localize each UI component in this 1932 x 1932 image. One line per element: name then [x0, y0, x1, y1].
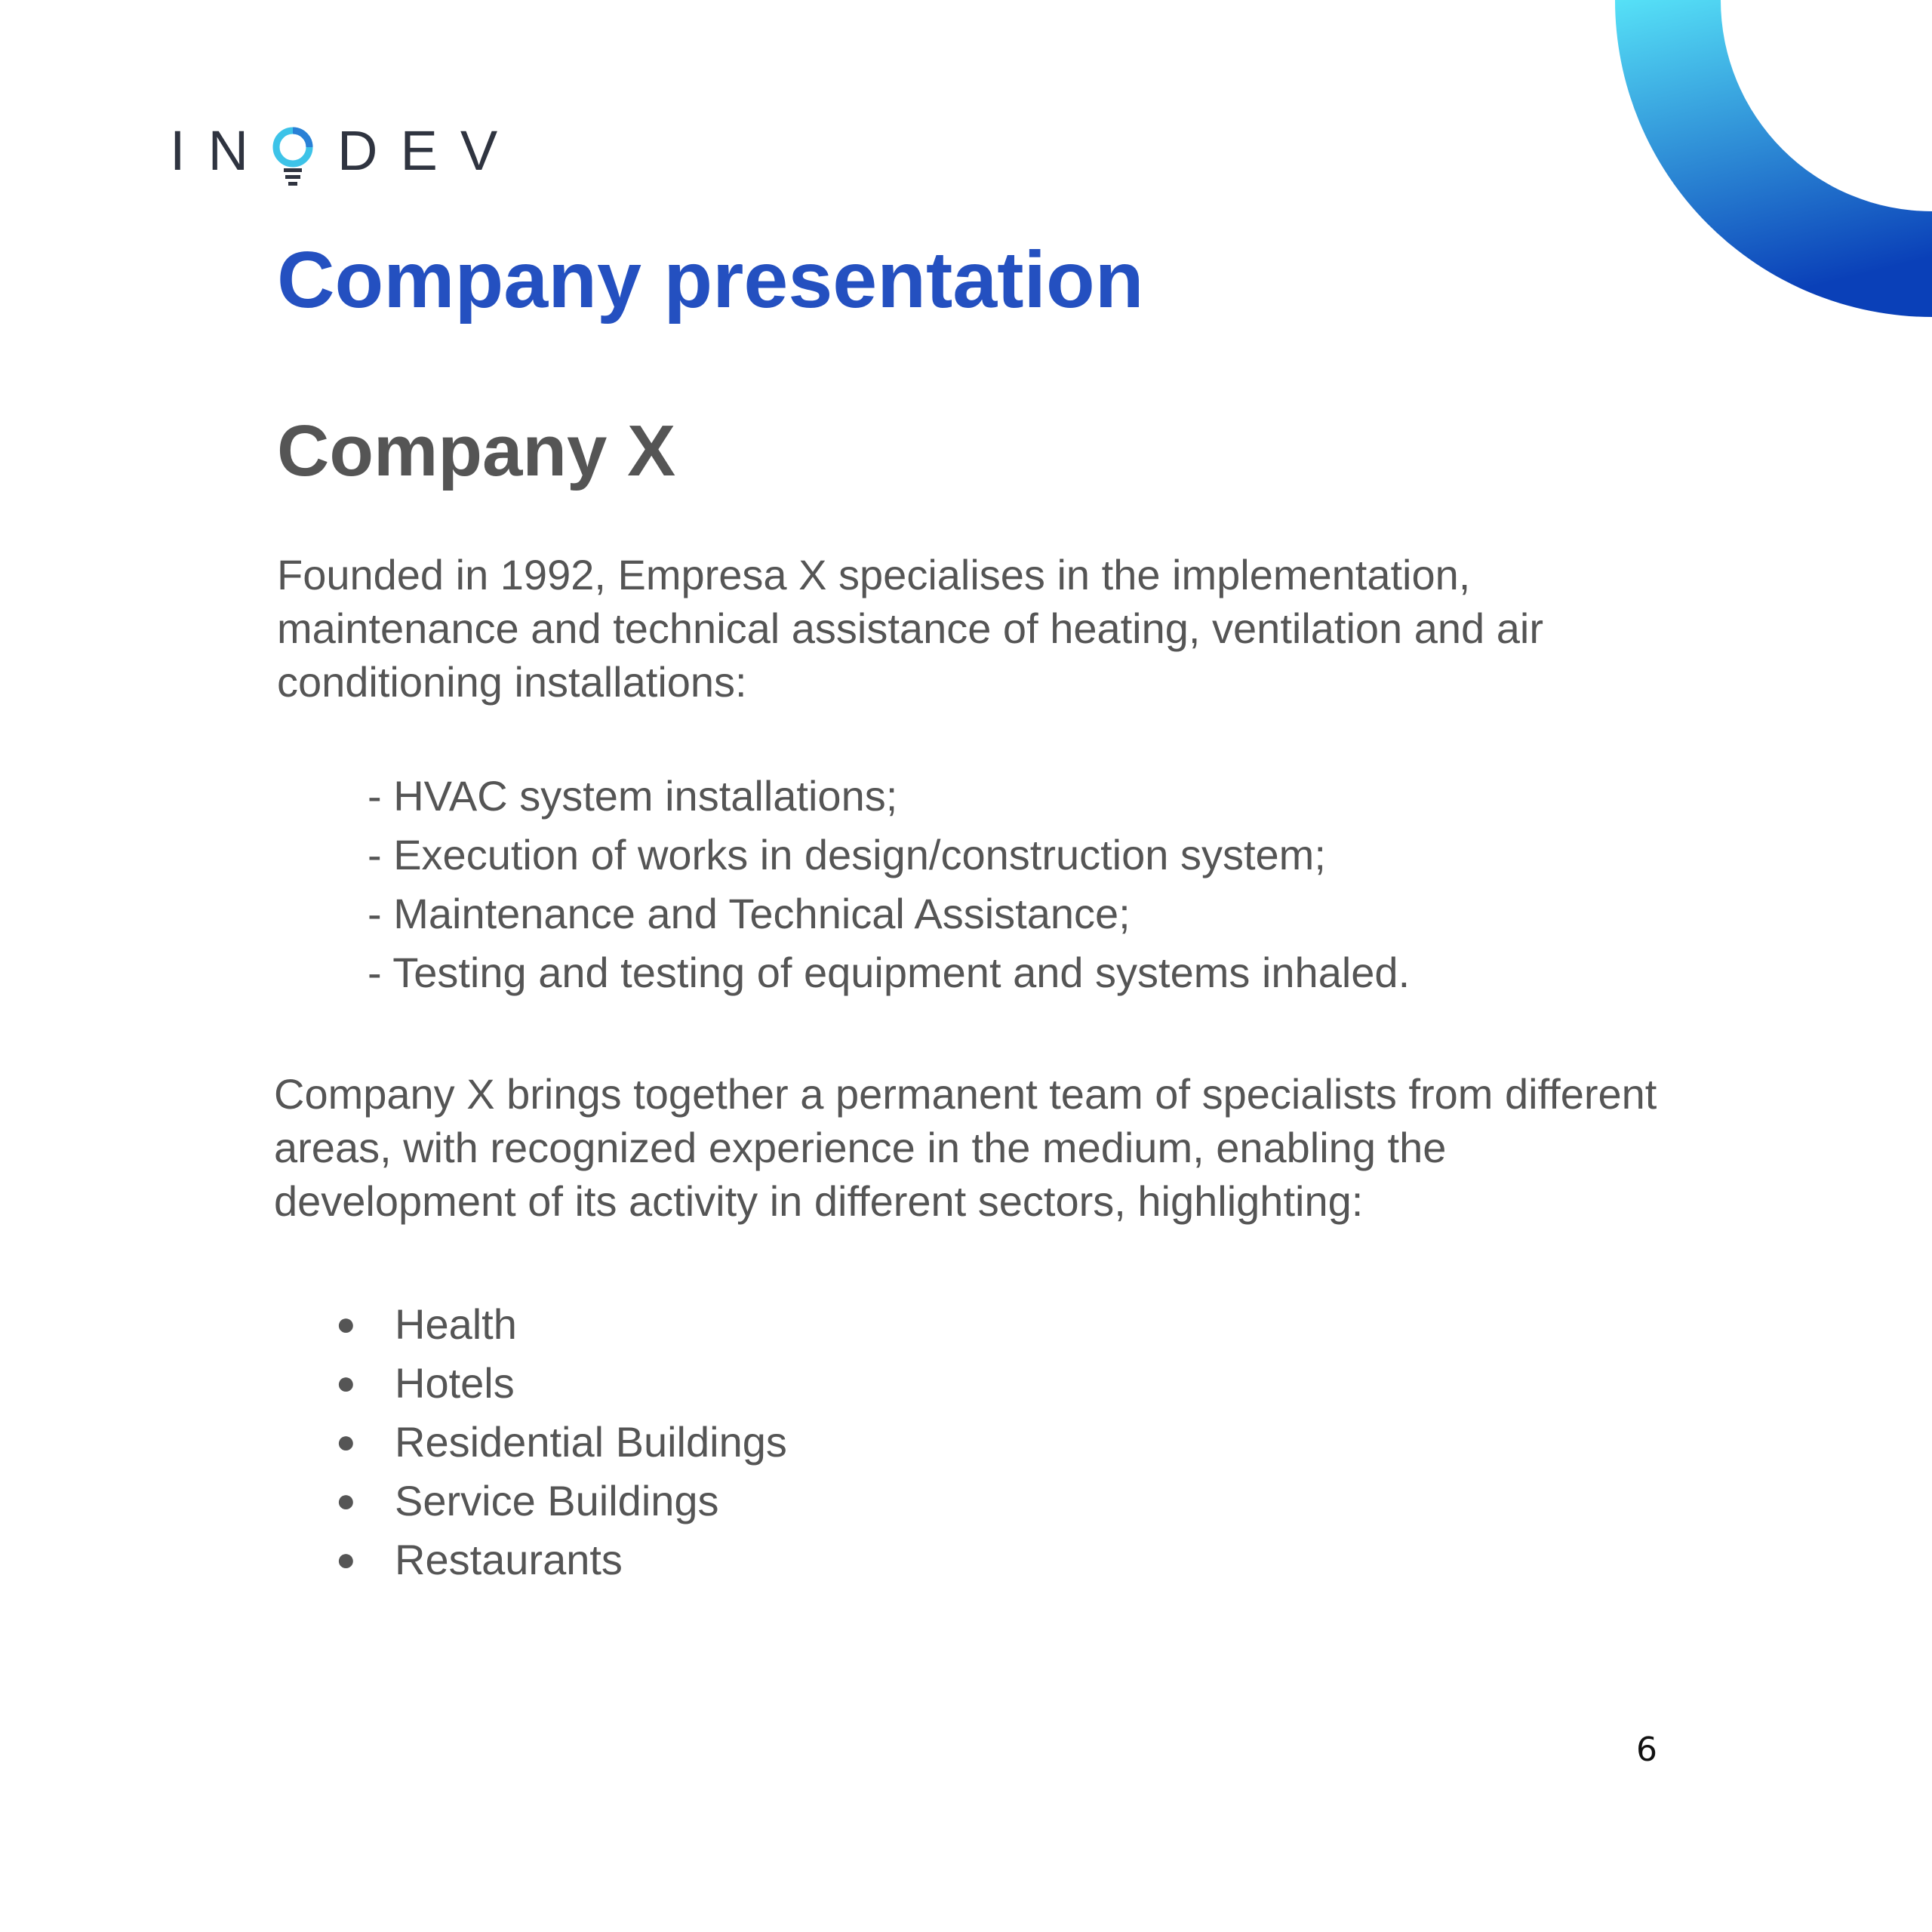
- sector-item: [336, 1413, 787, 1472]
- sector-item: [336, 1472, 787, 1531]
- bullet-icon: ●: [336, 1306, 356, 1343]
- paragraph-line: Founded in 1992, Empresa X specialises in the implementation,: [277, 551, 1471, 598]
- bullet-icon: ●: [336, 1482, 356, 1519]
- corner-arc-decoration: [1585, 0, 1932, 317]
- service-item: - Maintenance and Technical Assistance;: [368, 890, 1131, 937]
- sector-item: [336, 1354, 787, 1413]
- inodev-logo: [170, 113, 521, 189]
- bullet-icon: ●: [336, 1541, 356, 1578]
- page-title: Company presentation: [277, 235, 1144, 325]
- paragraph-line: Company X brings together a permanent team of specialists from different: [274, 1070, 1657, 1118]
- sector-item: [336, 1295, 787, 1354]
- sectors-list: [336, 1295, 787, 1589]
- company-heading: Company X: [277, 411, 676, 491]
- service-item: - Execution of works in design/construction system;: [368, 831, 1326, 878]
- paragraph-line: areas, with recognized experience in the medium, enabling the: [274, 1124, 1447, 1171]
- sector-label: Hotels: [395, 1359, 515, 1407]
- sector-label: Restaurants: [395, 1536, 623, 1583]
- logo-letter: E: [400, 119, 460, 182]
- services-list: [368, 767, 1410, 1002]
- logo-wordmark: [170, 117, 520, 185]
- intro-paragraph: [277, 548, 1543, 709]
- sector-label: Service Buildings: [395, 1477, 719, 1524]
- logo-letter: I: [170, 119, 208, 182]
- paragraph-line: maintenance and technical assistance of heating, ventilation and air: [277, 605, 1543, 652]
- team-paragraph: [274, 1067, 1657, 1228]
- sector-label: Residential Buildings: [395, 1418, 787, 1466]
- logo-letter: V: [460, 119, 521, 182]
- logo-letter: N: [208, 119, 272, 182]
- bullet-icon: ●: [336, 1423, 356, 1460]
- lightbulb-icon: [271, 125, 315, 192]
- sector-label: Health: [395, 1300, 517, 1348]
- bullet-icon: ●: [336, 1364, 356, 1401]
- paragraph-line: development of its activity in different sectors, highlighting:: [274, 1177, 1364, 1225]
- sector-item: [336, 1531, 787, 1589]
- logo-letter: D: [337, 119, 401, 182]
- page-number: 6: [1636, 1730, 1657, 1769]
- service-item: - HVAC system installations;: [368, 772, 898, 820]
- paragraph-line: conditioning installations:: [277, 658, 747, 706]
- service-item: - Testing and testing of equipment and systems inhaled.: [368, 949, 1411, 996]
